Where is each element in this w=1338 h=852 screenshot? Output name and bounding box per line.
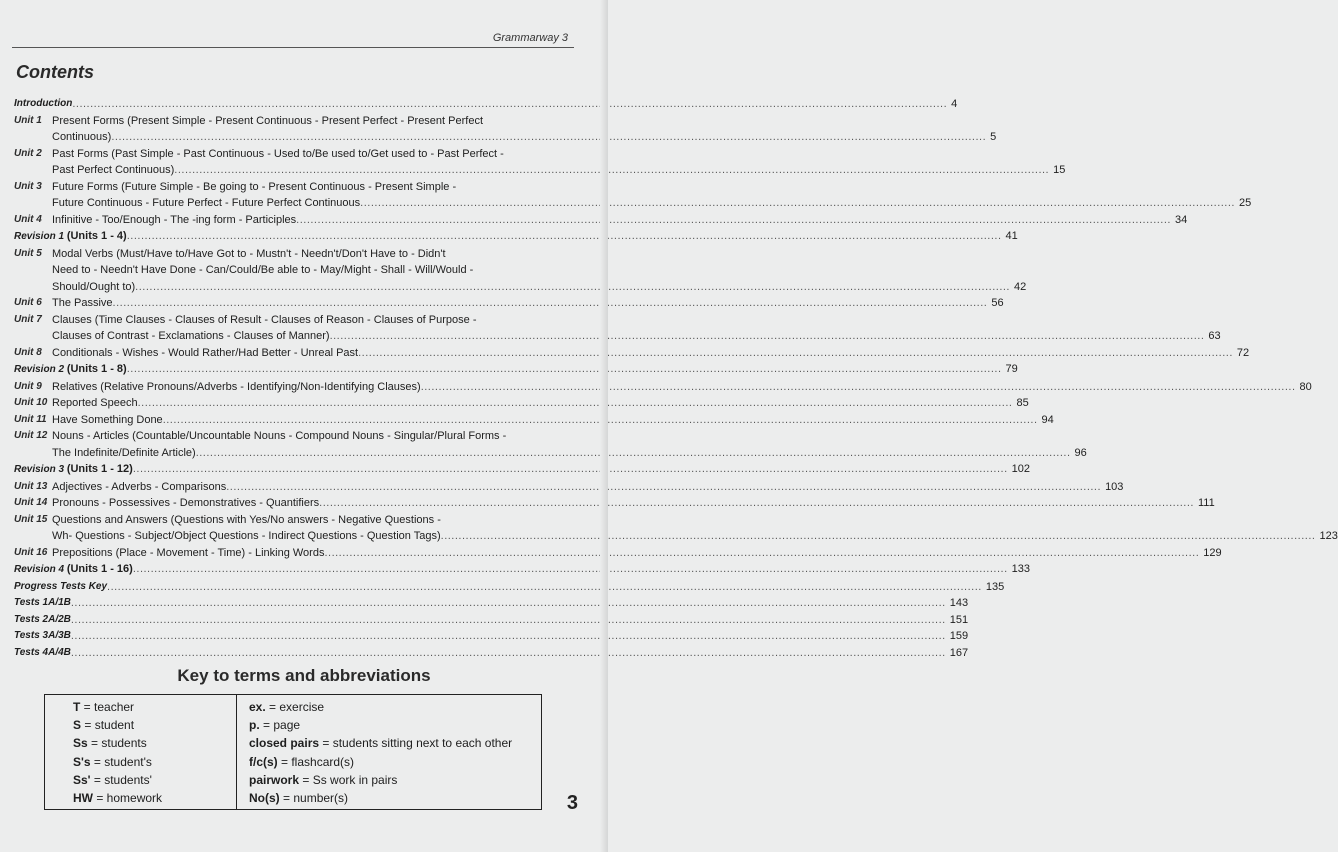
toc-entry — [14, 312, 1221, 345]
toc-revision-range: (Units 1 - 4) — [66, 230, 127, 242]
abbreviation-row — [249, 753, 541, 771]
toc-entry — [14, 295, 1004, 312]
toc-page-number: 4 — [951, 98, 958, 110]
abbreviation-row — [249, 698, 541, 716]
abbreviation-definition: = page — [259, 718, 301, 733]
toc-revision-range: (Units 1 - 16) — [66, 563, 133, 575]
toc-entry-title: The Passive — [52, 297, 113, 309]
abbreviation-row — [249, 716, 541, 734]
abbreviations-right-column — [237, 695, 541, 809]
toc-entry-title: Future Continuous - Future Perfect - Future Perfect Continuous — [52, 197, 361, 209]
toc-unit-label: Unit 2 — [14, 147, 42, 159]
toc-entry-title: Relatives (Relative Pronouns/Adverbs - Identifying/Non-Identifying Clauses) — [52, 380, 421, 393]
toc-unit-label: Unit 8 — [14, 346, 42, 358]
toc-entry-title: Wh- Questions - Subject/Object Questions - Indirect Questions - Question Tags) — [52, 530, 441, 542]
toc-page-number: 85 — [1016, 397, 1029, 409]
toc-entry — [14, 412, 1054, 429]
toc-page-number: 133 — [1011, 563, 1031, 575]
toc-page-number: 135 — [985, 580, 1005, 593]
toc-unit-label: Unit 11 — [14, 413, 47, 425]
abbreviation-term: S's — [73, 754, 91, 769]
toc-unit-label: Unit 5 — [14, 247, 42, 259]
toc-entry-title: Tests 3A/3B — [14, 630, 71, 641]
toc-leader-dots — [111, 129, 986, 146]
toc-entry — [14, 212, 1188, 229]
contents-title: Contents — [16, 62, 94, 82]
toc-entry — [14, 612, 969, 629]
toc-leader-dots — [421, 379, 1296, 396]
toc-leader-dots — [71, 628, 946, 645]
toc-entry — [14, 512, 1338, 545]
toc-leader-dots — [324, 545, 1199, 562]
toc-entry-title: Questions and Answers (Questions with Yes/No answers - Negative Questions - — [52, 513, 441, 526]
abbreviation-definition: = students sitting next to each other — [319, 736, 513, 751]
toc-entry — [14, 479, 1124, 496]
abbreviation-definition: = number(s) — [279, 791, 349, 806]
abbreviation-row — [73, 789, 236, 807]
toc-leader-dots — [319, 495, 1194, 512]
table-of-contents — [14, 96, 1338, 661]
toc-entry — [14, 379, 1312, 396]
toc-entry — [14, 361, 1018, 379]
toc-entry — [14, 579, 1005, 596]
toc-entry-title: Tests 1A/1B — [14, 597, 71, 608]
abbreviation-definition: = students' — [90, 772, 152, 787]
toc-leader-dots — [330, 328, 1205, 345]
toc-entry-title: Future Forms (Future Simple - Be going to - Present Continuous - Present Simple - — [52, 180, 457, 193]
toc-entry — [14, 395, 1029, 412]
toc-leader-dots — [133, 561, 1008, 579]
toc-leader-dots — [127, 228, 1002, 246]
toc-leader-dots — [71, 645, 946, 662]
header-rule — [12, 47, 574, 48]
abbreviations-left-column — [45, 695, 237, 809]
abbreviation-definition: = teacher — [80, 700, 135, 714]
toc-entry — [14, 246, 1027, 296]
toc-leader-dots — [72, 96, 947, 113]
toc-leader-dots — [107, 579, 982, 596]
toc-page-number: 96 — [1074, 446, 1087, 459]
toc-page-number: 143 — [949, 597, 969, 609]
toc-entry-title: Infinitive - Too/Enough - The -ing form - Participles — [52, 213, 297, 226]
toc-leader-dots — [133, 461, 1008, 479]
toc-entry — [14, 628, 969, 645]
toc-page-number: 167 — [949, 646, 969, 659]
toc-page-number: 123 — [1319, 530, 1338, 542]
toc-entry — [14, 561, 1031, 579]
toc-entry-title: Reported Speech — [52, 397, 138, 409]
abbreviation-term: T — [73, 700, 81, 714]
abbreviation-row — [249, 734, 541, 752]
toc-leader-dots — [138, 395, 1013, 412]
key-title: Key to terms and abbreviations — [177, 666, 431, 685]
toc-page-number: 111 — [1197, 497, 1215, 509]
toc-page-number: 63 — [1208, 330, 1221, 342]
toc-unit-label: Unit 9 — [14, 380, 42, 392]
abbreviation-term: pairwork — [249, 772, 300, 787]
abbreviation-row — [73, 734, 236, 752]
toc-entry-title: Adjectives - Adverbs - Comparisons — [52, 480, 227, 493]
toc-unit-label: Unit 6 — [14, 297, 42, 308]
toc-entry-title: Introduction — [14, 98, 73, 109]
toc-entry — [14, 495, 1215, 512]
toc-unit-label: Unit 13 — [14, 480, 48, 492]
toc-entry-title: Have Something Done — [52, 413, 163, 426]
toc-entry-title: Modal Verbs (Must/Have to/Have Got to - Mustn't - Needn't/Don't Have to - Didn't — [52, 247, 446, 260]
toc-page-number: 102 — [1011, 463, 1031, 475]
abbreviation-row — [73, 716, 236, 734]
toc-page-number: 94 — [1041, 413, 1054, 426]
toc-page-number: 80 — [1299, 380, 1312, 393]
abbreviation-term: ex. — [249, 700, 266, 714]
toc-entry-title: Conditionals - Wishes - Would Rather/Had Better - Unreal Past — [52, 346, 359, 359]
toc-page-number: 42 — [1014, 280, 1027, 293]
toc-entry-title: Should/Ought to) — [52, 280, 136, 293]
toc-entry — [14, 595, 969, 612]
abbreviation-row — [73, 698, 236, 716]
toc-revision-range: (Units 1 - 12) — [66, 463, 133, 475]
toc-entry-title: Tests 4A/4B — [14, 646, 71, 658]
toc-unit-label: Unit 7 — [14, 313, 42, 325]
toc-entry — [14, 345, 1250, 362]
toc-entry-title: Present Forms (Present Simple - Present Continuous - Present Perfect - Present Perfect — [52, 114, 484, 127]
toc-page-number: 25 — [1238, 197, 1252, 209]
toc-leader-dots — [174, 162, 1049, 179]
toc-unit-label: Unit 16 — [14, 546, 48, 558]
toc-entry — [14, 146, 1066, 179]
toc-entry-title: Clauses (Time Clauses - Clauses of Result - Clauses of Reason - Clauses of Purpose - — [52, 313, 477, 326]
toc-page-number: 15 — [1053, 164, 1066, 176]
abbreviation-definition: = student's — [90, 754, 152, 769]
toc-leader-dots — [135, 279, 1010, 296]
toc-leader-dots — [360, 195, 1235, 212]
toc-revision-label: Revision 4 — [14, 564, 65, 575]
running-header: Grammarway 3 — [492, 32, 568, 44]
toc-entry-title: Nouns - Articles (Countable/Uncountable Nouns - Compound Nouns - Singular/Plural Forms - — [52, 430, 507, 442]
toc-entry-title: The Indefinite/Definite Article) — [52, 446, 196, 459]
abbreviation-definition: = students — [87, 736, 147, 751]
toc-entry-title: Tests 2A/2B — [14, 613, 71, 625]
toc-revision-range: (Units 1 - 8) — [66, 363, 127, 375]
toc-leader-dots — [196, 445, 1071, 462]
abbreviation-term: Ss — [73, 736, 88, 751]
toc-page-number: 129 — [1203, 546, 1222, 559]
toc-entry-title: Pronouns - Possessives - Demonstratives - Quantifiers — [52, 497, 320, 509]
abbreviation-term: Ss' — [73, 772, 91, 787]
toc-page-number: 103 — [1105, 480, 1124, 493]
toc-page-number: 151 — [949, 613, 969, 626]
toc-leader-dots — [226, 479, 1101, 496]
abbreviation-row — [249, 789, 541, 807]
toc-entry — [14, 461, 1031, 479]
toc-leader-dots — [441, 528, 1316, 545]
toc-unit-label: Unit 12 — [14, 430, 48, 441]
abbreviations-table — [44, 694, 542, 810]
toc-unit-label: Unit 4 — [14, 213, 42, 225]
toc-unit-label: Unit 10 — [14, 397, 48, 408]
toc-revision-label: Revision 1 — [14, 231, 65, 242]
toc-entry-title: Progress Tests Key — [14, 580, 108, 592]
toc-unit-label: Unit 14 — [14, 497, 48, 508]
toc-page-number: 56 — [991, 297, 1004, 309]
toc-revision-label: Revision 2 — [14, 364, 65, 375]
toc-leader-dots — [71, 595, 946, 612]
toc-entry-title: Past Perfect Continuous) — [52, 164, 175, 176]
abbreviation-term: p. — [249, 718, 260, 733]
toc-entry-title: Continuous) — [52, 131, 112, 143]
toc-entry-title: Clauses of Contrast - Exclamations - Clauses of Manner) — [52, 330, 330, 342]
toc-page-number: 34 — [1174, 213, 1188, 226]
toc-leader-dots — [127, 361, 1002, 379]
abbreviation-term: S — [73, 718, 82, 733]
abbreviation-definition: = student — [81, 718, 135, 733]
toc-entry — [14, 645, 969, 662]
toc-page-number: 72 — [1236, 346, 1250, 359]
abbreviation-row — [73, 771, 236, 789]
abbreviation-row — [73, 753, 236, 771]
toc-page-number: 41 — [1005, 230, 1018, 242]
abbreviation-definition: = Ss work in pairs — [299, 772, 398, 787]
abbreviation-term: No(s) — [249, 791, 280, 806]
toc-entry-title: Past Forms (Past Simple - Past Continuous - Used to/Be used to/Get used to - Past Perfect - — [52, 147, 504, 160]
toc-page-number: 79 — [1005, 363, 1018, 375]
toc-leader-dots — [358, 345, 1233, 362]
abbreviation-term: f/c(s) — [249, 754, 278, 769]
toc-page-number: 5 — [990, 131, 997, 143]
page-number: 3 — [566, 792, 578, 814]
toc-entry — [14, 428, 1087, 461]
toc-unit-label: Unit 1 — [14, 114, 42, 126]
toc-revision-label: Revision 3 — [14, 464, 65, 475]
toc-entry — [14, 96, 958, 113]
toc-unit-label: Unit 3 — [14, 180, 42, 192]
toc-entry — [14, 545, 1222, 562]
toc-leader-dots — [296, 212, 1171, 229]
page-edge-shadow — [600, 0, 608, 852]
toc-entry-title: Prepositions (Place - Movement - Time) - Linking Words — [52, 546, 325, 559]
toc-page-number: 159 — [949, 630, 969, 642]
toc-entry — [14, 179, 1252, 212]
toc-unit-label: Unit 15 — [14, 513, 48, 525]
toc-entry-title: Need to - Needn't Have Done - Can/Could/Be able to - May/Might - Shall - Will/Would - — [52, 264, 474, 276]
abbreviation-term: closed pairs — [249, 736, 320, 751]
toc-entry — [14, 228, 1018, 246]
abbreviation-definition: = homework — [93, 791, 163, 806]
abbreviation-term: HW — [73, 791, 93, 806]
abbreviation-definition: = exercise — [265, 700, 325, 714]
toc-leader-dots — [113, 295, 988, 312]
abbreviation-row — [249, 771, 541, 789]
abbreviation-definition: = flashcard(s) — [277, 754, 355, 769]
toc-entry — [14, 113, 997, 146]
toc-leader-dots — [71, 612, 946, 629]
